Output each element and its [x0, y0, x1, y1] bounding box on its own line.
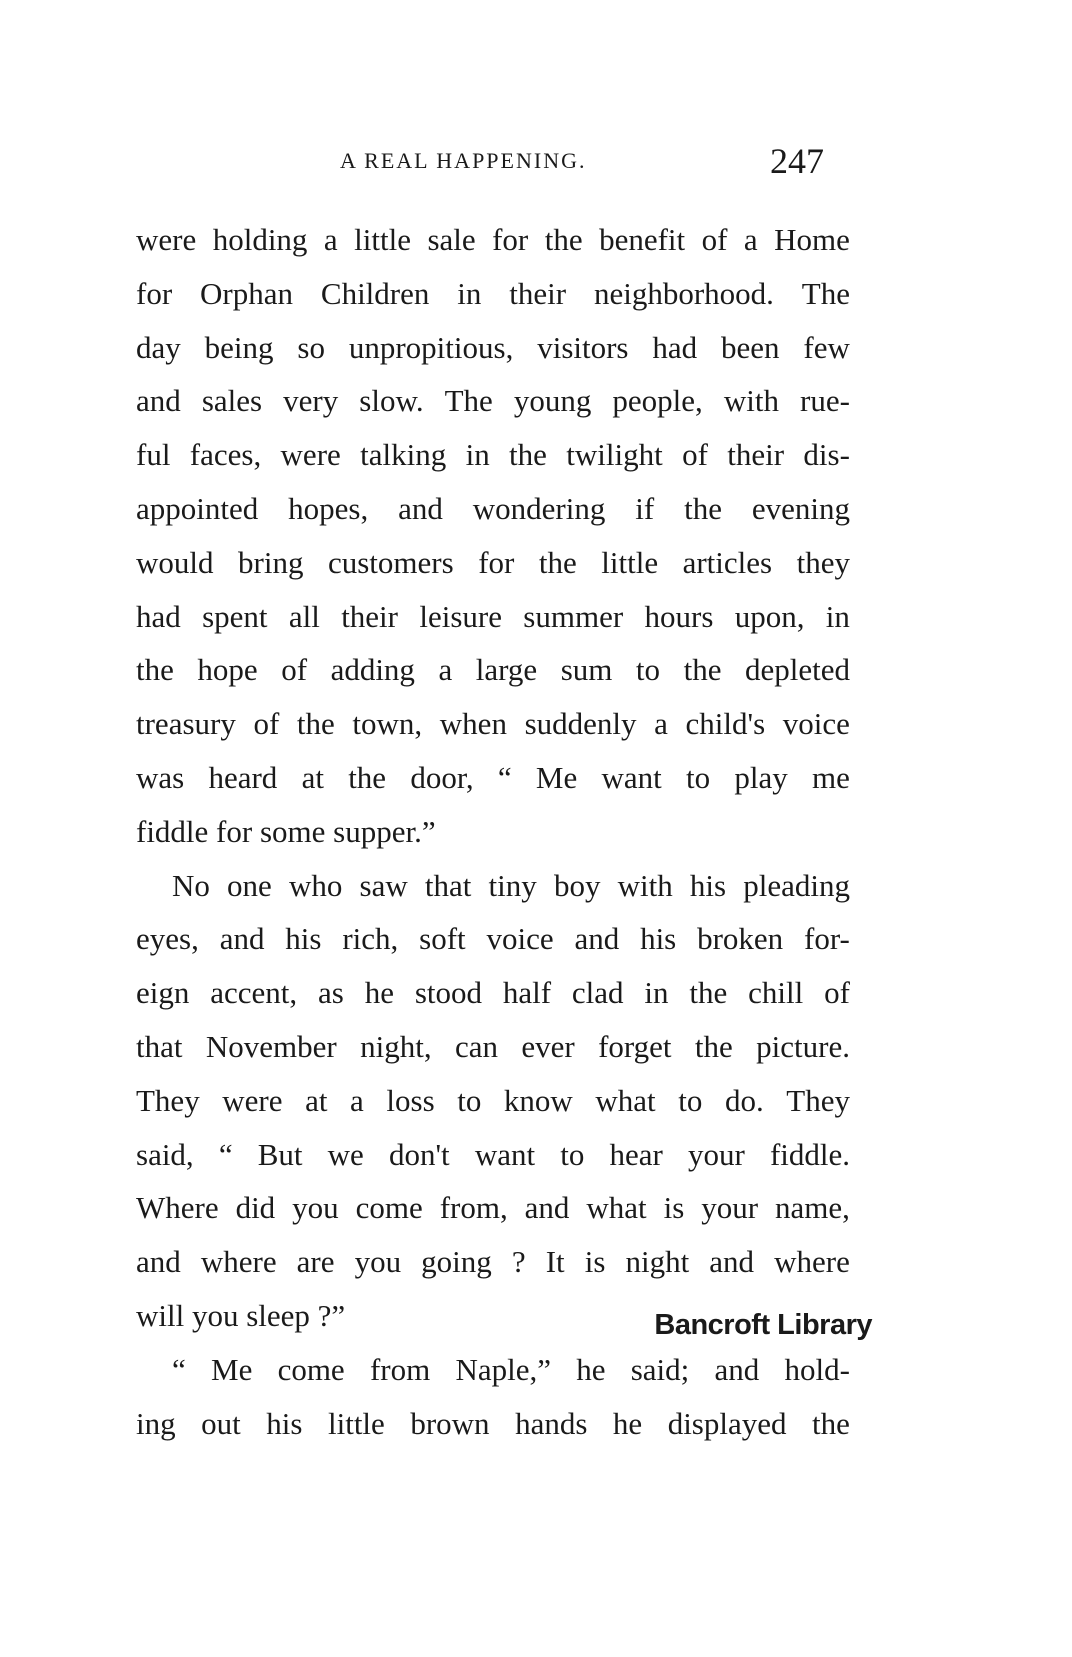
text-line: fiddle for some supper.”: [136, 813, 436, 849]
text-line: appointed hopes, and wondering if the evening: [136, 490, 850, 526]
page-number: 247: [770, 141, 824, 181]
text-line: ful faces, were talking in the twilight of their dis-: [136, 437, 850, 473]
text-line: and where are you going ? It is night and where: [136, 1244, 850, 1280]
text-line: the hope of adding a large sum to the depleted: [136, 652, 850, 688]
text-line: would bring customers for the little articles they: [136, 544, 850, 580]
text-line-with-stamp: [136, 1289, 872, 1343]
body-text: [136, 213, 872, 1450]
text-line: “ Me come from Naple,” he said; and hold-: [172, 1351, 850, 1387]
text-line: Where did you come from, and what is your name,: [136, 1190, 850, 1226]
text-line: for Orphan Children in their neighborhood. The: [136, 275, 850, 311]
text-line: that November night, can ever forget the picture.: [136, 1028, 850, 1064]
text-line: eign accent, as he stood half clad in the chill of: [136, 975, 850, 1011]
running-head: A REAL HAPPENING.: [340, 148, 587, 173]
text-line: They were at a loss to know what to do. They: [136, 1082, 850, 1118]
text-line: and sales very slow. The young people, with rue-: [136, 383, 850, 419]
text-line: will you sleep ?”: [136, 1297, 346, 1333]
library-stamp: Bancroft Library: [654, 1308, 872, 1341]
text-line: eyes, and his rich, soft voice and his broken for-: [136, 921, 850, 957]
text-line: treasury of the town, when suddenly a child's voice: [136, 706, 850, 742]
text-line: were holding a little sale for the benefit of a Home: [136, 222, 850, 257]
text-line: day being so unpropitious, visitors had been few: [136, 329, 850, 365]
text-line: said, “ But we don't want to hear your fiddle.: [136, 1136, 850, 1172]
text-line: No one who saw that tiny boy with his pleading: [172, 867, 850, 903]
text-line: ing out his little brown hands he displayed the: [136, 1405, 850, 1441]
text-line: had spent all their leisure summer hours upon, in: [136, 598, 850, 634]
text-line: was heard at the door, “ Me want to play me: [136, 759, 850, 795]
